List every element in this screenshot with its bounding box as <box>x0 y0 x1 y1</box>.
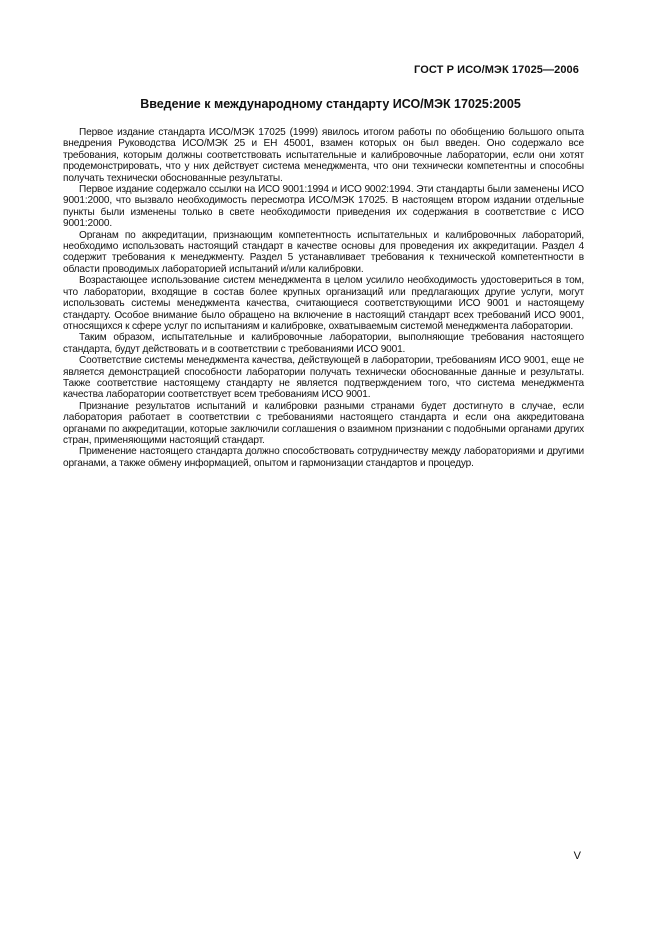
paragraph: Соответствие системы менеджмента качества, действующей в лаборатории, требованиям ИСО 9001, еще не является демонстрацией способности лаборатории получать технически обоснованные данные и результаты. Также соответствие настоящему стандарту не является подтверждением того, что система менеджмента качества лаборатории соответствует всем требованиям ИСО 9001. <box>63 355 584 401</box>
paragraph: Первое издание содержало ссылки на ИСО 9001:1994 и ИСО 9002:1994. Эти стандарты были заменены ИСО 9001:2000, что вызвало необходимость пересмотра ИСО/МЭК 17025. В настоящем втором издании отдельные пункты были изменены только в свете необходимости приведения их содержания в соответствие с ИСО 9001:2000. <box>63 184 584 230</box>
document-body <box>63 127 584 469</box>
page-number: V <box>573 850 581 862</box>
paragraph: Органам по аккредитации, признающим компетентность испытательных и калибровочных лабораторий, необходимо использовать настоящий стандарт в качестве основы для проведения их аккредитации. Раздел 4 содержит требования к менеджменту. Раздел 5 устанавливает требования к технической компетентности в области проводимых лабораторией испытаний и/или калибровки. <box>63 229 584 275</box>
paragraph: Возрастающее использование систем менеджмента в целом усилило необходимость удостовериться в том, что лаборатории, входящие в состав более крупных организаций или предлагающих другие услуги, могут использовать системы менеджмента качества, считающиеся соответствующими ИСО 9001 и настоящему стандарту. Особое внимание было обращено на включение в настоящий стандарт всех требований ИСО 9001, относящихся к сфере услуг по испытаниям и калибровке, охватываемым системой менеджмента лаборатории. <box>63 275 584 332</box>
paragraph: Признание результатов испытаний и калибровки разными странами будет достигнуто в случае, если лаборатория работает в соответствии с требованиями настоящего стандарта и если она аккредитована органами по аккредитации, которые заключили соглашения о взаимном признании с подобными органами других стран, применяющими настоящий стандарт. <box>63 400 584 446</box>
paragraph: Применение настоящего стандарта должно способствовать сотрудничеству между лабораториями и другими органами, а также обмену информацией, опытом и гармонизации стандартов и процедур. <box>63 446 584 469</box>
paragraph: Первое издание стандарта ИСО/МЭК 17025 (1999) явилось итогом работы по обобщению большого опыта внедрения Руководства ИСО/МЭК 25 и ЕН 45001, взамен которых он был введен. Оно содержало все требования, которым должны соответствовать испытательные и калибровочные лаборатории, если они хотят продемонстрировать, что у них действует система менеджмента, что они технически компетентны и способны получать технически обоснованные результаты. <box>63 127 584 184</box>
document-header-code: ГОСТ Р ИСО/МЭК 17025—2006 <box>414 64 579 76</box>
paragraph: Таким образом, испытательные и калибровочные лаборатории, выполняющие требования настоящего стандарта, будут действовать и в соответствии с требованиями ИСО 9001. <box>63 332 584 355</box>
page-title: Введение к международному стандарту ИСО/МЭК 17025:2005 <box>140 97 521 111</box>
